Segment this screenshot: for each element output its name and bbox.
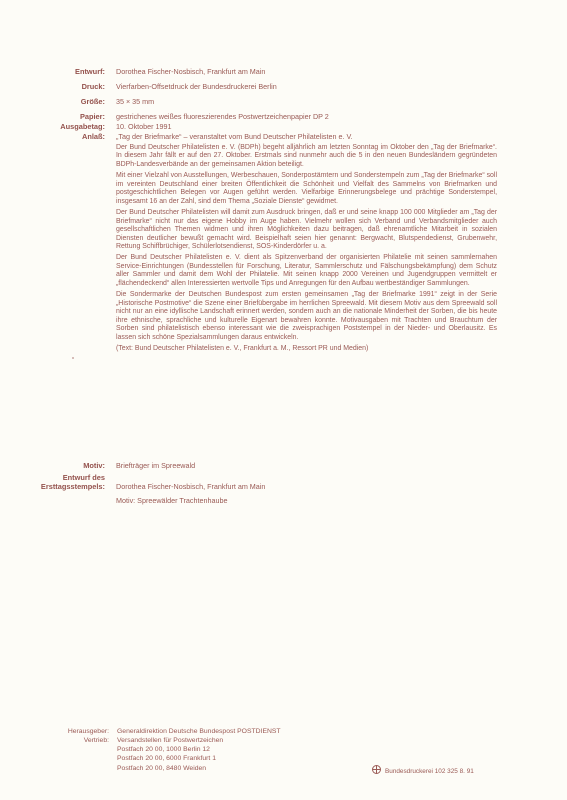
ersttag-label-line2: Ersttagsstempels: [40,482,105,491]
address-weiden: Postfach 20 00, 8480 Weiden [117,765,207,772]
margin-speck [72,357,74,359]
body-paragraph-3: Der Bund Deutscher Philatelisten will damit zum Ausdruck bringen, daß er und seine knapp 100 000 Mitglieder am „Tag der Briefmarke“ nicht nur das eigene Hobby im Auge haben. Vielmehr wollen sich Verband und Verbandsmitglieder auch gesellschaftlichen Themen widmen und ihren Möglichkeiten dazu beitragen, daß ehrenamtliche Mitarbeit in sozialen Diensten deutlicher bewußt gemacht wird. Beispielhaft seien hier genannt: Bergwacht, Blutspendedienst, Grubenwehr, Rettung Schiffbrüchiger, Schülerlotsendienst, SOS-Kinderdörfer u. a. [116,209,497,250]
ersttag-value: Dorothea Fischer-Nosbisch, Frankfurt am Main [116,482,266,491]
anlass-label: Anlaß: [82,132,105,141]
ersttag-label-line1: Entwurf des [62,473,105,482]
papier-label: Papier: [79,112,105,121]
body-paragraph-1: Der Bund Deutscher Philatelisten e. V. (BDPh) begeht alljährlich am letzten Sonntag im Oktober den „Tag der Briefmarke“. In diesem Jahr fällt er auf den 27. Oktober. Erstmals sind nunmehr auch die 5 in den neuen Bundesländern gegründeten BDPh-Landesverbände an der gemeinsamen Aktion beteiligt. [116,144,497,168]
entwurf-value: Dorothea Fischer-Nosbisch, Frankfurt am Main [116,67,266,76]
motiv-label: Motiv: [83,461,105,470]
anlass-value: „Tag der Briefmarke“ – veranstaltet vom Bund Deutscher Philatelisten e. V. [116,132,353,141]
druck-value: Vierfarben-Offsetdruck der Bundesdruckerei Berlin [116,82,277,91]
herausgeber-value: Generaldirektion Deutsche Bundespost POSTDIENST [117,728,281,735]
body-paragraph-5: Die Sondermarke der Deutschen Bundespost zum ersten gemeinsamen „Tag der Briefmarke 1991“ zeigt in der Serie „Historische Postmotive“ die Szene einer Briefübergabe im herrlichen Spreewald. Mit diesem Motiv aus dem Spreewald soll nicht nur an eine idyllische Landschaft erinnert werden, sondern auch an die nationale Minderheit der Sorben, die bis heute ihre ethnische, sprachliche und kulturelle Eigenart bewahren konnte. Motivausgaben mit Trachten und Brauchtum der Sorben sind philatelistisch ebenso interessant wie die zweisprachigen Poststempel in der Nieder- und Oberlausitz. Es lassen sich schöne Spezialsammlungen daraus entwickeln. [116,291,497,341]
anlass-text-body [116,144,497,356]
groesse-label: Größe: [80,97,105,106]
ausgabetag-value: 10. Oktober 1991 [116,122,172,131]
text-source-credit: (Text: Bund Deutscher Philatelisten e. V., Frankfurt a. M., Ressort PR und Medien) [116,344,369,352]
bundesdruckerei-logo-icon [372,765,381,774]
address-frankfurt: Postfach 20 00, 6000 Frankfurt 1 [117,755,216,762]
ersttag-motiv: Motiv: Spreewälder Trachtenhaube [116,496,228,505]
vertrieb-value: Versandstellen für Postwertzeichen [117,737,224,744]
printer-imprint [372,765,474,776]
herausgeber-label: Herausgeber: [67,728,109,735]
body-paragraph-2: Mit einer Vielzahl von Ausstellungen, Werbeschauen, Sonderpostämtern und Sonderstempeln zum „Tag der Briefmarke“ soll im vereinten Deutschland einer breiten Öffentlichkeit die Schönheit und Vielfalt des Sammelns von Briefmarken und postgeschichtlichen Belegen vor Augen geführt werden. Vielfarbige Erinnerungsbelege und prächtige Sonderstempel, insgesamt 16 an der Zahl, sind dem Thema „Soziale Dienste“ gewidmet. [116,172,497,205]
entwurf-label: Entwurf: [75,67,105,76]
groesse-value: 35 × 35 mm [116,97,155,106]
printer-imprint-text: Bundesdruckerei 102 325 8. 91 [385,768,474,775]
papier-value: gestrichenes weißes fluoreszierendes Postwertzeichenpapier DP 2 [116,112,329,121]
druck-label: Druck: [81,82,105,91]
vertrieb-label: Vertrieb: [83,737,109,744]
ausgabetag-label: Ausgabetag: [60,122,105,131]
address-berlin: Postfach 20 00, 1000 Berlin 12 [117,746,210,753]
body-paragraph-4: Der Bund Deutscher Philatelisten e. V. dient als Spitzenverband der organisierten Philatelie mit seinen sammlernahen Service-Einrichtungen (Bundesstellen für Forschung, Literatur, Sammlerschutz und Fälschungsbekämpfung) dem Schutz aller Sammler und damit dem Wohl der Philatelie. Mit seinen knapp 2000 Vereinen und Jugendgruppen vermittelt er „flächendeckend“ allen Interessierten wertvolle Tips und Anregungen für den Aufbau wertbeständiger Sammlungen. [116,254,497,287]
motiv-value: Briefträger im Spreewald [116,461,196,470]
